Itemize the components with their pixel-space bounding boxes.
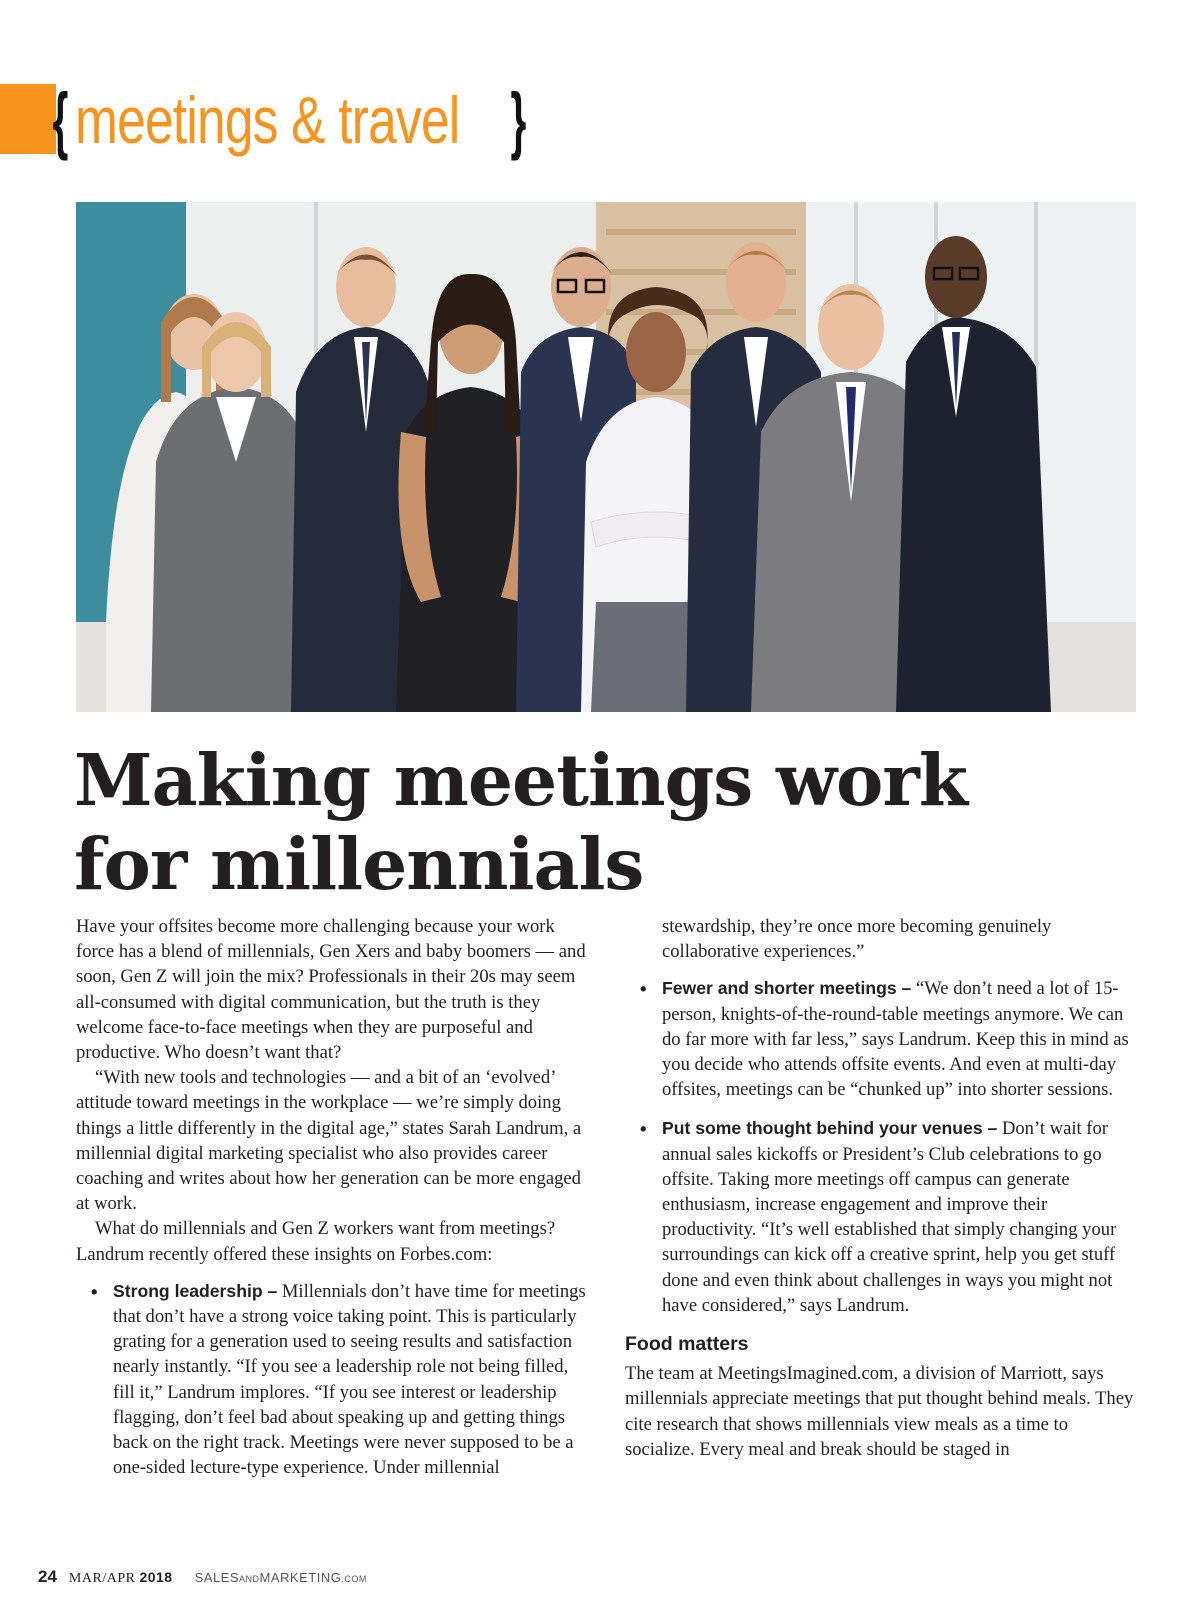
- bullet-text: “We don’t need a lot of 15-person, knights-of-the-round-table meetings anymore. We can do far more with far less,” says Landrum. Keep this in mind as you decide who attends offsite events. And even at multi-day offsites, meetings can be “chunked up” into shorter sessions.: [662, 978, 1129, 1101]
- pub-part-sales: SALES: [194, 1570, 240, 1585]
- bullet-marker: •: [640, 978, 647, 1000]
- page-footer: [38, 1567, 367, 1587]
- bullet-marker: •: [640, 1118, 647, 1140]
- article-headline: [74, 738, 1134, 906]
- list-item: [76, 1279, 592, 1481]
- issue-date: [69, 1569, 173, 1587]
- group-photo: [76, 202, 1136, 712]
- pub-part-com: .COM: [341, 1574, 367, 1584]
- pub-part-and: AND: [239, 1574, 260, 1584]
- article-column-left: [76, 914, 592, 1494]
- issue-month: MAR/APR: [68, 1571, 136, 1586]
- bullet-text: Millennials don’t have time for meetings that don’t have a strong voice taking point. This is particularly grating for a generation used to seeing results and satisfaction nearly instantly. “If you see a leadership role not being filled, fill it,” Landrum implores. “If you see interest or leadership flagging, don’t feel bad about speaking up and getting things back on the right track. Meetings were never supposed to be a one-sided lecture-type experience. Under millennial: [113, 1280, 586, 1479]
- food-paragraph: The team at MeetingsImagined.com, a division of Marriott, says millennials appreciate meetings that put thought behind meals. They cite research that shows millennials view meals as a time to socialize. Every meal and break should be staged in: [625, 1363, 1134, 1460]
- question-paragraph: What do millennials and Gen Z workers want from meetings? Landrum recently offered these insights on Forbes.com:: [76, 1218, 556, 1265]
- headline-line-2: for millennials: [74, 822, 644, 906]
- issue-year: 2018: [139, 1569, 173, 1585]
- bullet-lead: Put some thought behind your venues –: [662, 1118, 998, 1139]
- bullet-lead: Strong leadership –: [113, 1280, 278, 1301]
- intro-paragraph: Have your offsites become more challenging because your work force has a blend of millennials, Gen Xers and baby boomers — and soon, Gen Z will join the mix? Professionals in their 20s may seem all-consumed with digital communication, but the truth is they welcome face-to-face meetings when they are purposeful and productive. Who doesn’t want that?: [76, 916, 586, 1064]
- bullet-marker: •: [91, 1280, 98, 1302]
- insights-list-right: [625, 976, 1135, 1318]
- section-header: [46, 78, 533, 162]
- subhead-food-matters: Food matters: [625, 1333, 749, 1356]
- section-title: meetings & travel: [74, 83, 460, 157]
- insights-list-left: [76, 1279, 592, 1481]
- bullet-text: Don’t wait for annual sales kickoffs or President’s Club celebrations to go offsite. Taking more meetings off campus can generate enthusiasm, increase engagement and improve their productivity. “It’s well established that simply changing your surroundings can kick off a creative sprint, help you get stuff done and even think about challenges in ways you might not have considered,” says Landrum.: [662, 1118, 1117, 1316]
- open-brace: {: [52, 78, 69, 161]
- publication-name: [195, 1570, 367, 1585]
- list-item: [625, 1116, 1135, 1318]
- headline-line-1: Making meetings work: [74, 738, 968, 822]
- quote-paragraph: “With new tools and technologies — and a bit of an ‘evolved’ attitude toward meetings in the workplace — we’re simply doing things a little differently in the digital age,” states Sarah Landrum, a millennial digital marketing specialist who also provides career coaching and writes about how her generation can be more engaged at work.: [76, 1067, 582, 1215]
- group-photo-illustration: [76, 202, 1136, 712]
- page-number: 24: [38, 1567, 57, 1586]
- close-brace: }: [510, 78, 527, 161]
- article-column-right: [625, 914, 1135, 1462]
- list-item: [625, 976, 1135, 1102]
- pub-part-marketing: MARKETING: [259, 1570, 342, 1585]
- continued-text: stewardship, they’re once more becoming genuinely collaborative experiences.”: [662, 916, 1052, 963]
- bullet-lead: Fewer and shorter meetings –: [662, 978, 912, 999]
